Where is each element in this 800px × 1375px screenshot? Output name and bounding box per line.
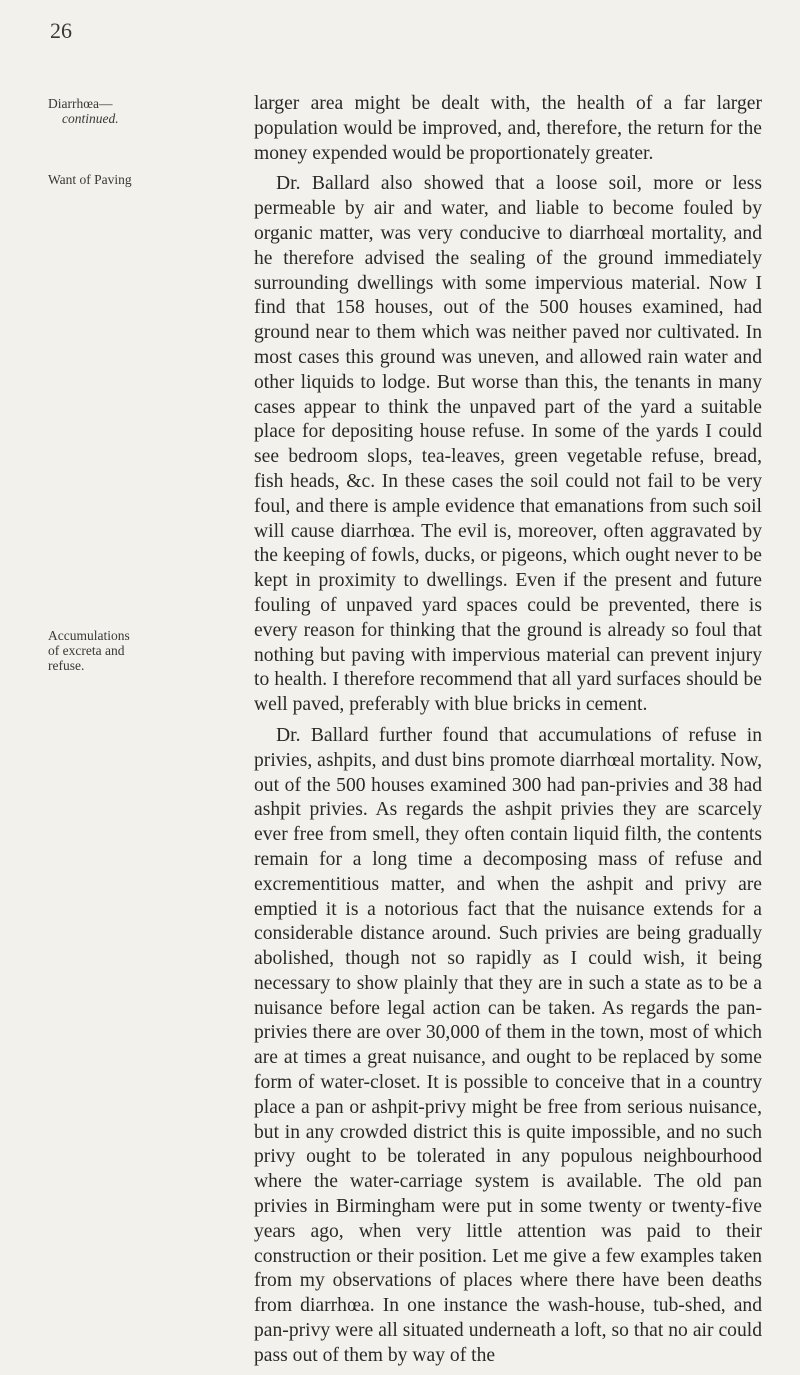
margin-note-title: Accumulations of excreta and refuse.	[48, 628, 130, 673]
paragraph-want-of-paving: Dr. Ballard also showed that a loose soil, more or less permeable by air and water, and liable to become fouled by organic matter, was very conducive to diarrhœal mortality, and he therefore advised the sealing of the ground immediately surrounding dwellings with some impervious material. Now I find that 158 houses, out of the 500 houses examined, had ground near to them which was neither paved nor cultivated. In most cases this ground was uneven, and allowed rain water and other liquids to lodge. But worse than this, the tenants in many cases appear to think the unpaved part of the yard a suitable place for depositing house refuse. In some of the yards I could see bedroom slops, tea-leaves, green vegetable refuse, bread, fish heads, &c. In these cases the soil could not fail to be very foul, and there is ample evidence that emanations from such soil will cause diarrhœa. The evil is, moreover, often aggravated by the keeping of fowls, ducks, or pigeons, which ought never to be kept in proximity to dwellings. Even if the present and future fouling of unpaved yard spaces could be prevented, there is every reason for thinking that the ground is already so foul that nothing but paving with impervious material can prevent injury to health. I therefore recommend that all yard surfaces should be well paved, preferably with blue bricks in cement.	[254, 173, 762, 716]
paragraph-continuation: larger area might be dealt with, the health of a far larger population would be improved, and, therefore, the return for the money expended would be proportionately greater.	[254, 93, 762, 164]
paragraph-accumulations: Dr. Ballard further found that accumulations of refuse in privies, ashpits, and dust bins promote diarrhœal mortality. Now, out of the 500 houses examined 300 had pan-privies and 38 had ashpit privies. As regards the ashpit privies they are scarcely ever free from smell, they often contain liquid filth, the contents remain for a long time a decomposing mass of refuse and excrementitious matter, and when the ashpit and privy are emptied it is a notorious fact that the nuisance extends for a considerable distance around. Such privies are being gradually abolished, though not so rapidly as I could wish, it being necessary to show plainly that they are in such a state as to be a nuisance before legal action can be taken. As regards the pan-privies there are over 30,000 of them in the town, most of which are at times a great nuisance, and ought to be replaced by some form of water-closet. It is possible to conceive that in a country place a pan or ashpit-privy might be free from serious nuisance, but in any crowded district this is quite impossible, and no such privy ought to be tolerated in any populous neighbourhood where the water-carriage system is available. The old pan privies in Birmingham were put in some twenty or twenty-five years ago, when very little attention was paid to their construction or their position. Let me give a few examples taken from my observations of places where there have been deaths from diarrhœa. In one instance the wash-house, tub-shed, and pan-privy were all situated underneath a loft, so that no air could pass out of them by way of the	[254, 724, 762, 1366]
margin-note-want-of-paving	[48, 172, 218, 187]
margin-note-accumulations	[48, 628, 130, 673]
margin-note-diarrhoea	[48, 96, 218, 126]
margin-note-title: Diarrhœa—	[48, 96, 113, 111]
body-text	[254, 92, 762, 1375]
margin-note-title: Want of Paving	[48, 172, 132, 187]
margin-note-subtitle: continued.	[62, 111, 119, 126]
page-number: 26	[50, 18, 72, 43]
